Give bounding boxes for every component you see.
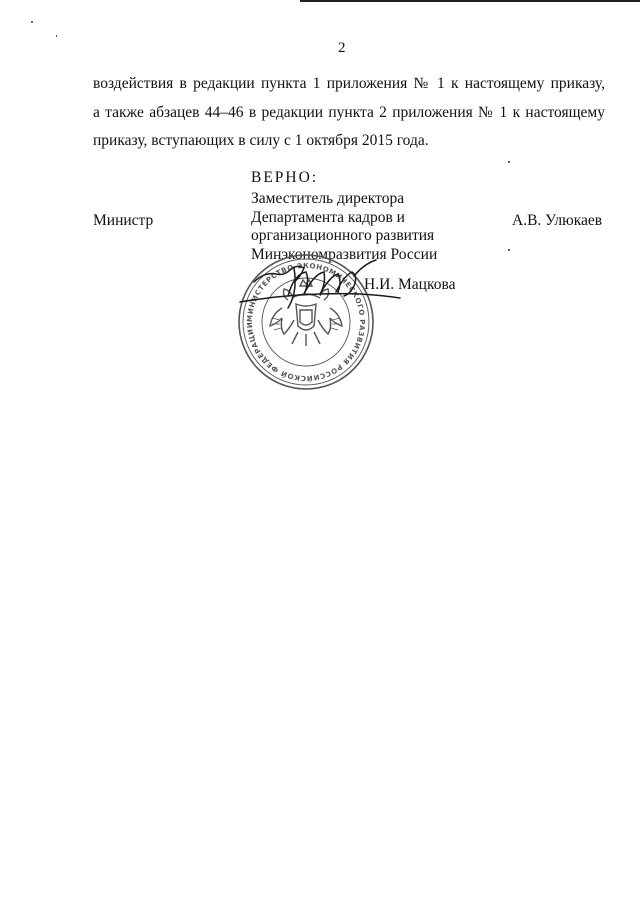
certification-line: Департамента кадров и bbox=[251, 208, 405, 226]
seal-ring-text: МИНИСТЕРСТВО ЭКОНОМИЧЕСКОГО РАЗВИТИЯ РОССИЙСКОЙ ФЕДЕРАЦИИ bbox=[245, 261, 367, 383]
body-line: воздействия в редакции пункта 1 приложения № 1 к настоящему приказу, bbox=[93, 75, 605, 92]
scan-speck bbox=[508, 249, 510, 251]
certification-line: организационного развития bbox=[251, 227, 435, 244]
certification-line: Заместитель директора bbox=[251, 190, 405, 207]
scan-speck bbox=[31, 21, 33, 23]
certification-line: Минэкономразвития России bbox=[251, 245, 438, 263]
certification-heading: ВЕРНО: bbox=[251, 169, 319, 186]
body-line: приказу, вступающих в силу с 1 октября 2015 года. bbox=[93, 132, 429, 149]
scan-top-edge bbox=[300, 0, 640, 2]
certifier-name: Н.И. Мацкова bbox=[364, 276, 456, 293]
signatory-name: А.В. Улюкаев bbox=[512, 212, 603, 229]
signatory-title: Министр bbox=[93, 212, 154, 229]
body-paragraph bbox=[93, 70, 605, 156]
body-line: а также абзацев 44–46 в редакции пункта 2 приложения № 1 к настоящему bbox=[93, 103, 605, 121]
scan-speck bbox=[508, 161, 510, 163]
scan-speck bbox=[56, 35, 57, 37]
page-number: 2 bbox=[338, 40, 346, 56]
